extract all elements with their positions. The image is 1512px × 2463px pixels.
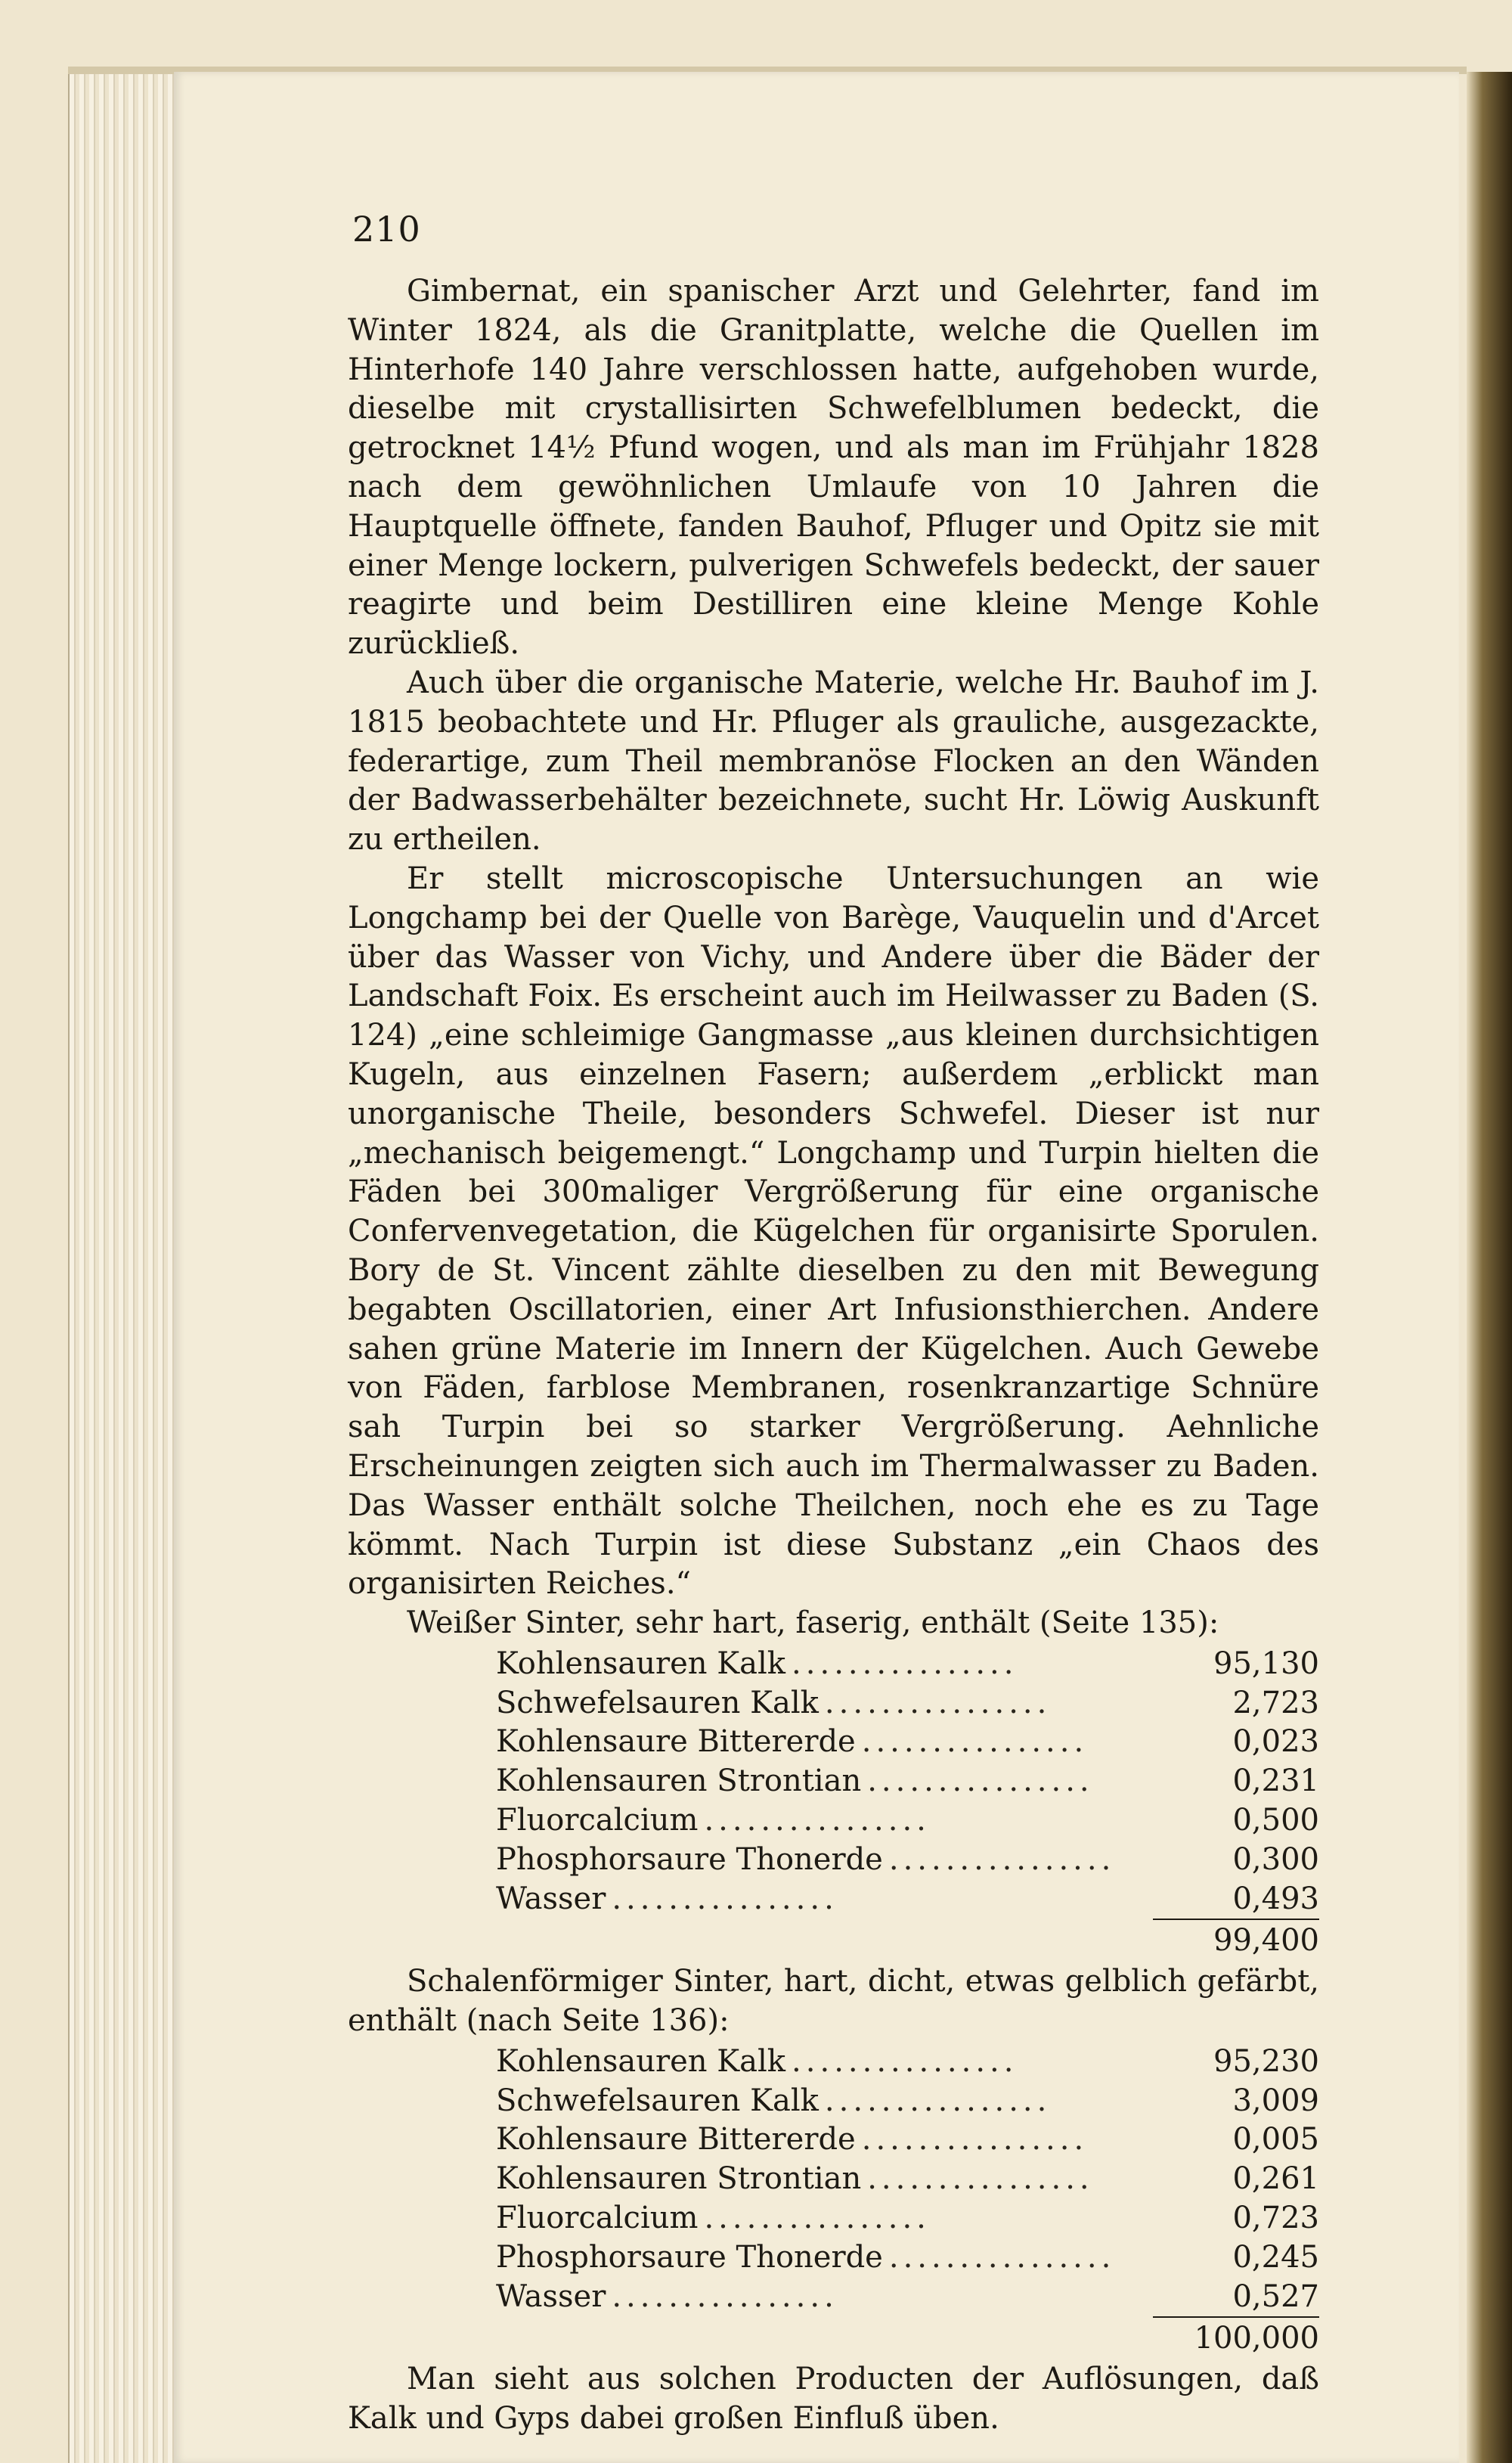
component-value: 3,009 bbox=[1232, 2083, 1319, 2118]
component-value: 0,527 bbox=[1232, 2278, 1319, 2314]
dot-leader: ................ bbox=[704, 2201, 931, 2236]
dot-leader: ................ bbox=[612, 1881, 838, 1916]
dot-leader: ................ bbox=[888, 2239, 1116, 2275]
table-row bbox=[348, 1723, 1319, 1762]
table-row bbox=[348, 1801, 1319, 1841]
dot-leader: ................ bbox=[612, 2278, 838, 2314]
book-gutter-shadow bbox=[1467, 72, 1512, 2463]
table-row bbox=[348, 2120, 1319, 2160]
component-value: 0,493 bbox=[1232, 1881, 1319, 1916]
table-total bbox=[348, 2319, 1319, 2359]
component-name: Schwefelsauren Kalk bbox=[496, 2083, 819, 2118]
component-name: Kohlensauren Kalk bbox=[496, 2043, 786, 2079]
component-value: 95,230 bbox=[1213, 2043, 1319, 2079]
component-value: 0,245 bbox=[1232, 2239, 1319, 2275]
dot-leader: ................ bbox=[792, 1646, 1018, 1681]
dot-leader: ................ bbox=[888, 1841, 1116, 1877]
component-name: Wasser bbox=[496, 1881, 606, 1916]
component-name: Schwefelsauren Kalk bbox=[496, 1685, 819, 1720]
component-name: Wasser bbox=[496, 2278, 606, 2314]
component-name: Kohlensauren Kalk bbox=[496, 1646, 786, 1681]
page-number: 210 bbox=[352, 209, 421, 250]
table-row bbox=[348, 2043, 1319, 2082]
table-row bbox=[348, 2238, 1319, 2278]
table2-composition bbox=[348, 2043, 1319, 2359]
table-row bbox=[348, 1762, 1319, 1801]
page-body bbox=[348, 272, 1319, 2439]
component-value: 0,500 bbox=[1232, 1803, 1319, 1838]
table-total bbox=[348, 1922, 1319, 1961]
table-row bbox=[348, 2199, 1319, 2238]
component-value: 2,723 bbox=[1232, 1685, 1319, 1720]
dot-leader: ................ bbox=[867, 2161, 1094, 2197]
table-row bbox=[348, 1841, 1319, 1880]
paragraph-gimbernat: Gimbernat, ein spanischer Arzt und Gelehrter, fand im Winter 1824, als die Granitplatte, welche die Quellen im Hinterhofe 140 Jahre verschlossen hatte, aufgehoben wurde, dieselbe mit crystallisirten Schwefelblumen bedeckt, die getrocknet 14½ Pfund wogen, und als man im Frühjahr 1828 nach dem gewöhnlichen Umlaufe von 10 Jahren die Hauptquelle öffnete, fanden Bauhof, Pfluger und Opitz sie mit einer Menge lockern, pulverigen Schwefels bedeckt, der sauer reagirte und beim Destilliren eine kleine Menge Kohle zurückließ. bbox=[348, 274, 1319, 662]
total-value: 100,000 bbox=[1194, 2321, 1319, 2356]
component-name: Phosphorsaure Thonerde bbox=[496, 1841, 883, 1877]
dot-leader: ................ bbox=[824, 1685, 1052, 1720]
table-row bbox=[348, 1880, 1319, 1919]
component-name: Kohlensauren Strontian bbox=[496, 2161, 862, 2197]
dot-leader: ................ bbox=[704, 1803, 931, 1838]
table2-intro: Schalenförmiger Sinter, hart, dicht, etwas gelblich gefärbt, enthält (nach Seite 136): bbox=[348, 1964, 1319, 2039]
table1-composition bbox=[348, 1645, 1319, 1961]
dot-leader: ................ bbox=[861, 1724, 1089, 1760]
table-row bbox=[348, 1684, 1319, 1723]
total-value: 99,400 bbox=[1213, 1923, 1319, 1959]
table1-intro: Weißer Sinter, sehr hart, faserig, enthält (Seite 135): bbox=[407, 1605, 1219, 1641]
paragraph-organic-matter: Auch über die organische Materie, welche Hr. Bauhof im J. 1815 beobachtete und Hr. Pfluger als grauliche, ausgezackte, federartige, zum Theil membranöse Flocken an den Wänden der Badwasserbehälter bezeichnete, sucht Hr. Löwig Auskunft zu ertheilen. bbox=[348, 665, 1319, 858]
dot-leader: ................ bbox=[792, 2043, 1018, 2079]
component-value: 95,130 bbox=[1213, 1646, 1319, 1681]
dot-leader: ................ bbox=[824, 2083, 1052, 2118]
component-name: Fluorcalcium bbox=[496, 1803, 699, 1838]
component-value: 0,300 bbox=[1232, 1841, 1319, 1877]
component-name: Kohlensauren Strontian bbox=[496, 1763, 862, 1799]
closing-paragraph: Man sieht aus solchen Producten der Auflösungen, daß Kalk und Gyps dabei großen Einfluß üben. bbox=[348, 2362, 1319, 2437]
table-row bbox=[348, 2278, 1319, 2317]
component-value: 0,261 bbox=[1232, 2161, 1319, 2197]
dot-leader: ................ bbox=[861, 2122, 1089, 2157]
component-value: 0,231 bbox=[1232, 1763, 1319, 1799]
table-row bbox=[348, 2160, 1319, 2199]
table-row bbox=[348, 2082, 1319, 2121]
component-value: 0,023 bbox=[1232, 1724, 1319, 1760]
component-name: Phosphorsaure Thonerde bbox=[496, 2239, 883, 2275]
component-name: Kohlensaure Bittererde bbox=[496, 1724, 856, 1760]
component-name: Fluorcalcium bbox=[496, 2201, 699, 2236]
component-name: Kohlensaure Bittererde bbox=[496, 2122, 856, 2157]
table-row bbox=[348, 1645, 1319, 1684]
paragraph-microscopic: Er stellt microscopische Untersuchungen an wie Longchamp bei der Quelle von Barège, Vauquelin und d'Arcet über das Wasser von Vichy, und Andere über die Bäder der Landschaft Foix. Es erscheint auch im Heilwasser zu Baden (S. 124) „eine schleimige Gangmasse „aus kleinen durchsichtigen Kugeln, aus einzelnen Fasern; außerdem „erblickt man unorganische Theile, besonders Schwefel. Dieser ist nur „mechanisch beigemengt.“ Longchamp und Turpin hielten die Fäden bei 300maliger Vergrößerung für eine organische Confervenvegetation, die Kügelchen für organisirte Sporulen. Bory de St. Vincent zählte dieselben zu den mit Bewegung begabten Oscillatorien, einer Art Infusionsthierchen. Andere sahen grüne Materie im Innern der Kügelchen. Auch Gewebe von Fäden, farblose Membranen, rosenkranzartige Schnüre sah Turpin bei so starker Vergrößerung. Aehnliche Erscheinungen zeigten sich auch im Thermalwasser zu Baden. Das Wasser enthält solche Theilchen, noch ehe es zu Tage kömmt. Nach Turpin ist diese Substanz „ein Chaos des organisirten Reiches.“ bbox=[348, 861, 1319, 1602]
dot-leader: ................ bbox=[867, 1763, 1094, 1799]
component-value: 0,005 bbox=[1232, 2122, 1319, 2157]
component-value: 0,723 bbox=[1232, 2201, 1319, 2236]
